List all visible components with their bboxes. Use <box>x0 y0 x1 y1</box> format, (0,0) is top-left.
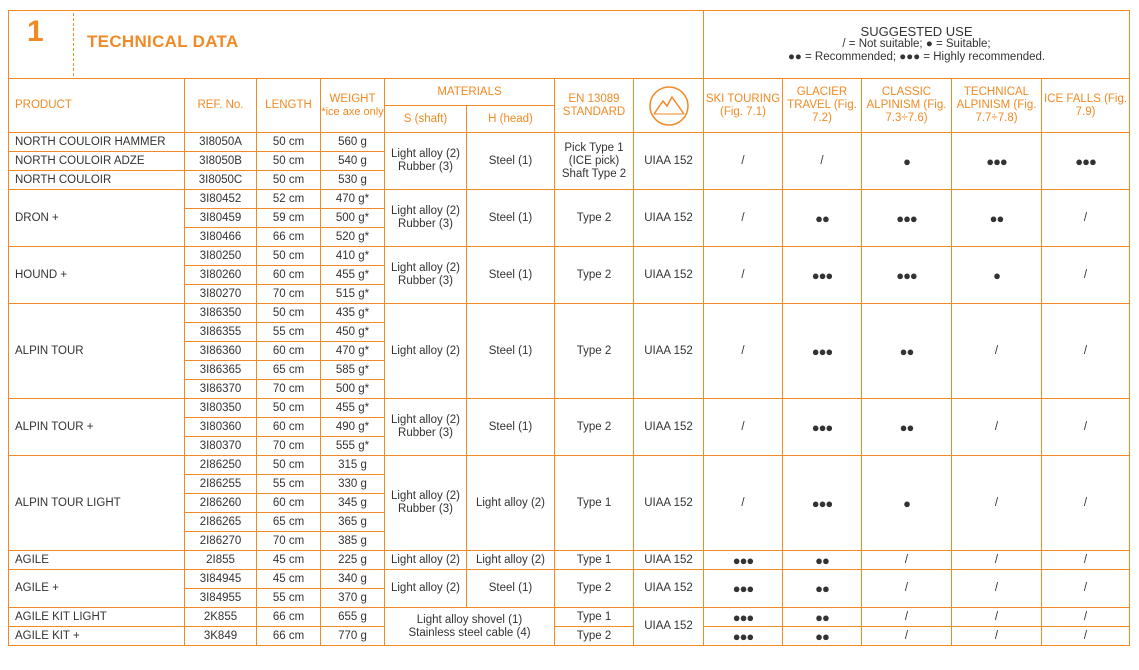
use-rating-ice-falls: / <box>1042 399 1130 456</box>
length-value: 55 cm <box>257 475 321 494</box>
use-header-ice-falls: ICE FALLS (Fig. 7.9) <box>1042 79 1130 133</box>
use-rating-classic-alpinism: ●● <box>862 304 952 399</box>
use-rating-glacier-travel: ●● <box>783 551 862 570</box>
table-row <box>9 456 1130 475</box>
product-rows <box>9 133 1130 646</box>
weight-value: 410 g* <box>321 247 385 266</box>
table-row <box>9 551 1130 570</box>
shaft-material: Light alloy (2) Rubber (3) <box>385 133 467 190</box>
ref-number: 3I80459 <box>185 209 257 228</box>
title-divider <box>73 13 74 76</box>
use-rating-glacier-travel: ●● <box>783 627 862 646</box>
use-rating-glacier-travel: ●●● <box>783 456 862 551</box>
ref-number: 2I855 <box>185 551 257 570</box>
weight-value: 655 g <box>321 608 385 627</box>
kit-materials-line-1: Light alloy shovel (1) <box>416 613 523 626</box>
use-header-classic-alpinism: CLASSIC ALPINISM (Fig. 7.3÷7.6) <box>862 79 952 133</box>
use-rating-classic-alpinism: ●●● <box>862 247 952 304</box>
product-name: DRON + <box>9 190 185 247</box>
use-rating-classic-alpinism: ● <box>862 133 952 190</box>
table-row <box>9 190 1130 209</box>
ref-number: 3I84955 <box>185 589 257 608</box>
ref-number: 3I80270 <box>185 285 257 304</box>
head-material: Light alloy (2) <box>467 456 555 551</box>
weight-value: 340 g <box>321 570 385 589</box>
weight-value: 560 g <box>321 133 385 152</box>
weight-value: 225 g <box>321 551 385 570</box>
section-number: 1 <box>27 15 44 48</box>
use-rating-classic-alpinism: ● <box>862 456 952 551</box>
uiaa-value: UIAA 152 <box>634 399 704 456</box>
weight-value: 370 g <box>321 589 385 608</box>
head-material: Steel (1) <box>467 190 555 247</box>
standard-value: Pick Type 1 (ICE pick) Shaft Type 2 <box>555 133 634 190</box>
uiaa-value: UIAA 152 <box>634 608 704 646</box>
use-rating-glacier-travel: ●●● <box>783 304 862 399</box>
length-value: 60 cm <box>257 494 321 513</box>
use-rating-glacier-travel: ●● <box>783 608 862 627</box>
use-header-technical-alpinism: TECHNICAL ALPINISM (Fig. 7.7÷7.8) <box>952 79 1042 133</box>
use-rating-ski-touring: ●●● <box>704 551 783 570</box>
weight-value: 435 g* <box>321 304 385 323</box>
product-name: HOUND + <box>9 247 185 304</box>
use-header-glacier-travel: GLACIER TRAVEL (Fig. 7.2) <box>783 79 862 133</box>
length-value: 70 cm <box>257 437 321 456</box>
ref-number: 3I86365 <box>185 361 257 380</box>
ref-number: 3I80350 <box>185 399 257 418</box>
legend-line-1: / = Not suitable; ● = Suitable; <box>842 38 991 50</box>
uiaa-value: UIAA 152 <box>634 570 704 608</box>
use-rating-technical-alpinism: / <box>952 456 1042 551</box>
shaft-header: S (shaft) <box>385 106 467 133</box>
ref-number: 3I86350 <box>185 304 257 323</box>
legend-line-2: ●● = Recommended; ●●● = Highly recommended. <box>787 51 1046 63</box>
product-name: NORTH COULOIR ADZE <box>9 152 185 171</box>
use-rating-glacier-travel: ●● <box>783 190 862 247</box>
ref-number: 3I86370 <box>185 380 257 399</box>
use-rating-glacier-travel: ●●● <box>783 399 862 456</box>
use-rating-classic-alpinism: / <box>862 608 952 627</box>
weight-value: 530 g <box>321 171 385 190</box>
table-row <box>9 133 1130 152</box>
suggested-use-title: SUGGESTED USE <box>860 24 973 39</box>
use-header-ski-touring: SKI TOURING (Fig. 7.1) <box>704 79 783 133</box>
length-value: 52 cm <box>257 190 321 209</box>
weight-label: WEIGHT <box>329 92 376 105</box>
standard-value: Type 1 <box>555 608 634 627</box>
standard-value: Type 2 <box>555 190 634 247</box>
ref-number: 3K849 <box>185 627 257 646</box>
standard-value: Type 2 <box>555 570 634 608</box>
use-rating-technical-alpinism: / <box>952 304 1042 399</box>
use-rating-ice-falls: / <box>1042 247 1130 304</box>
use-rating-classic-alpinism: / <box>862 570 952 608</box>
shaft-material: Light alloy (2) <box>385 304 467 399</box>
standard-value: Type 2 <box>555 247 634 304</box>
table-row <box>9 570 1130 589</box>
ref-number: 3I8050A <box>185 133 257 152</box>
weight-value: 500 g* <box>321 380 385 399</box>
use-rating-glacier-travel: ●●● <box>783 247 862 304</box>
use-rating-ski-touring: / <box>704 399 783 456</box>
table-row <box>9 247 1130 266</box>
use-rating-ice-falls: / <box>1042 456 1130 551</box>
length-value: 45 cm <box>257 570 321 589</box>
length-value: 66 cm <box>257 627 321 646</box>
length-value: 50 cm <box>257 247 321 266</box>
length-value: 55 cm <box>257 323 321 342</box>
length-value: 59 cm <box>257 209 321 228</box>
table-row <box>9 608 1130 627</box>
length-value: 50 cm <box>257 456 321 475</box>
shaft-material: Light alloy (2) Rubber (3) <box>385 456 467 551</box>
ref-number: 3I80260 <box>185 266 257 285</box>
kit-materials <box>385 608 555 646</box>
length-value: 45 cm <box>257 551 321 570</box>
weight-value: 455 g* <box>321 266 385 285</box>
use-rating-ice-falls: / <box>1042 608 1130 627</box>
use-rating-ski-touring: / <box>704 133 783 190</box>
length-value: 65 cm <box>257 513 321 532</box>
product-name: AGILE + <box>9 570 185 608</box>
ref-header: REF. No. <box>185 79 257 133</box>
weight-header <box>321 79 385 133</box>
head-material: Steel (1) <box>467 304 555 399</box>
uiaa-value: UIAA 152 <box>634 551 704 570</box>
use-rating-ice-falls: / <box>1042 551 1130 570</box>
shaft-material: Light alloy (2) <box>385 551 467 570</box>
weight-value: 315 g <box>321 456 385 475</box>
standard-value: Type 1 <box>555 456 634 551</box>
weight-value: 330 g <box>321 475 385 494</box>
product-name: NORTH COULOIR <box>9 171 185 190</box>
use-rating-ski-touring: / <box>704 190 783 247</box>
head-header: H (head) <box>467 106 555 133</box>
ref-number: 2I86265 <box>185 513 257 532</box>
standard-value: Type 2 <box>555 399 634 456</box>
length-value: 50 cm <box>257 152 321 171</box>
product-name: AGILE KIT LIGHT <box>9 608 185 627</box>
ref-number: 3I80360 <box>185 418 257 437</box>
ref-number: 3I80452 <box>185 190 257 209</box>
use-rating-technical-alpinism: / <box>952 399 1042 456</box>
weight-value: 345 g <box>321 494 385 513</box>
shaft-material: Light alloy (2) Rubber (3) <box>385 190 467 247</box>
shaft-material: Light alloy (2) <box>385 570 467 608</box>
product-name: ALPIN TOUR <box>9 304 185 399</box>
technical-data-table <box>8 10 1130 646</box>
use-rating-technical-alpinism: ●● <box>952 190 1042 247</box>
suggested-use-legend <box>704 11 1130 79</box>
weight-value: 470 g* <box>321 190 385 209</box>
use-rating-ski-touring: ●●● <box>704 608 783 627</box>
length-value: 55 cm <box>257 589 321 608</box>
shaft-material: Light alloy (2) Rubber (3) <box>385 247 467 304</box>
uiaa-value: UIAA 152 <box>634 133 704 190</box>
use-rating-classic-alpinism: / <box>862 551 952 570</box>
weight-value: 500 g* <box>321 209 385 228</box>
standard-header <box>555 79 634 133</box>
use-rating-ski-touring: ●●● <box>704 570 783 608</box>
weight-value: 365 g <box>321 513 385 532</box>
use-rating-classic-alpinism: ●● <box>862 399 952 456</box>
table-row <box>9 304 1130 323</box>
length-value: 70 cm <box>257 380 321 399</box>
use-rating-glacier-travel: ●● <box>783 570 862 608</box>
weight-value: 540 g <box>321 152 385 171</box>
head-material: Steel (1) <box>467 399 555 456</box>
use-rating-ski-touring: / <box>704 247 783 304</box>
weight-value: 520 g* <box>321 228 385 247</box>
ref-number: 2I86260 <box>185 494 257 513</box>
table-row <box>9 627 1130 646</box>
product-name: AGILE <box>9 551 185 570</box>
length-header: LENGTH <box>257 79 321 133</box>
ref-number: 3I80370 <box>185 437 257 456</box>
length-value: 50 cm <box>257 304 321 323</box>
length-value: 60 cm <box>257 342 321 361</box>
technical-data-sheet <box>8 10 1129 658</box>
use-rating-technical-alpinism: ●●● <box>952 133 1042 190</box>
length-value: 70 cm <box>257 285 321 304</box>
use-rating-technical-alpinism: / <box>952 551 1042 570</box>
weight-value: 585 g* <box>321 361 385 380</box>
use-rating-ice-falls: / <box>1042 304 1130 399</box>
length-value: 70 cm <box>257 532 321 551</box>
product-name: NORTH COULOIR HAMMER <box>9 133 185 152</box>
head-material: Steel (1) <box>467 133 555 190</box>
use-rating-classic-alpinism: ●●● <box>862 190 952 247</box>
kit-materials-line-2: Stainless steel cable (4) <box>408 626 531 639</box>
product-name: ALPIN TOUR + <box>9 399 185 456</box>
ref-number: 2I86250 <box>185 456 257 475</box>
length-value: 50 cm <box>257 171 321 190</box>
use-rating-ice-falls: ●●● <box>1042 133 1130 190</box>
length-value: 66 cm <box>257 608 321 627</box>
ref-number: 3I86355 <box>185 323 257 342</box>
weight-value: 490 g* <box>321 418 385 437</box>
ref-number: 2I86270 <box>185 532 257 551</box>
use-rating-ski-touring: ●●● <box>704 627 783 646</box>
head-material: Steel (1) <box>467 570 555 608</box>
use-rating-technical-alpinism: / <box>952 608 1042 627</box>
weight-value: 515 g* <box>321 285 385 304</box>
standard-line-2: STANDARD <box>562 105 626 118</box>
use-rating-technical-alpinism: ● <box>952 247 1042 304</box>
product-name: ALPIN TOUR LIGHT <box>9 456 185 551</box>
ref-number: 3I80466 <box>185 228 257 247</box>
weight-value: 385 g <box>321 532 385 551</box>
product-name: AGILE KIT + <box>9 627 185 646</box>
uiaa-value: UIAA 152 <box>634 247 704 304</box>
standard-value: Type 2 <box>555 627 634 646</box>
product-header: PRODUCT <box>9 79 185 133</box>
length-value: 60 cm <box>257 266 321 285</box>
section-title-cell <box>9 11 704 79</box>
head-material: Steel (1) <box>467 247 555 304</box>
ref-number: 3I84945 <box>185 570 257 589</box>
head-material: Light alloy (2) <box>467 551 555 570</box>
uiaa-value: UIAA 152 <box>634 304 704 399</box>
use-rating-ice-falls: / <box>1042 190 1130 247</box>
weight-value: 555 g* <box>321 437 385 456</box>
length-value: 50 cm <box>257 399 321 418</box>
length-value: 66 cm <box>257 228 321 247</box>
section-title: TECHNICAL DATA <box>87 32 239 51</box>
uiaa-value: UIAA 152 <box>634 190 704 247</box>
use-rating-technical-alpinism: / <box>952 627 1042 646</box>
length-value: 50 cm <box>257 133 321 152</box>
weight-value: 770 g <box>321 627 385 646</box>
uiaa-value: UIAA 152 <box>634 456 704 551</box>
ref-number: 3I80250 <box>185 247 257 266</box>
use-rating-ice-falls: / <box>1042 627 1130 646</box>
use-rating-ski-touring: / <box>704 456 783 551</box>
ref-number: 3I8050B <box>185 152 257 171</box>
uiaa-header <box>634 79 704 133</box>
use-rating-glacier-travel: / <box>783 133 862 190</box>
length-value: 60 cm <box>257 418 321 437</box>
length-value: 65 cm <box>257 361 321 380</box>
weight-value: 455 g* <box>321 399 385 418</box>
use-rating-technical-alpinism: / <box>952 570 1042 608</box>
weight-note: *ice axe only <box>321 105 384 118</box>
standard-line-1: EN 13089 <box>568 92 620 105</box>
ref-number: 2K855 <box>185 608 257 627</box>
mountain-uiaa-icon <box>648 85 690 127</box>
ref-number: 3I8050C <box>185 171 257 190</box>
materials-header: MATERIALS <box>385 79 555 106</box>
standard-value: Type 2 <box>555 304 634 399</box>
standard-value: Type 1 <box>555 551 634 570</box>
use-rating-ice-falls: / <box>1042 570 1130 608</box>
weight-value: 470 g* <box>321 342 385 361</box>
ref-number: 2I86255 <box>185 475 257 494</box>
ref-number: 3I86360 <box>185 342 257 361</box>
weight-value: 450 g* <box>321 323 385 342</box>
use-rating-classic-alpinism: / <box>862 627 952 646</box>
table-row <box>9 399 1130 418</box>
use-rating-ski-touring: / <box>704 304 783 399</box>
shaft-material: Light alloy (2) Rubber (3) <box>385 399 467 456</box>
